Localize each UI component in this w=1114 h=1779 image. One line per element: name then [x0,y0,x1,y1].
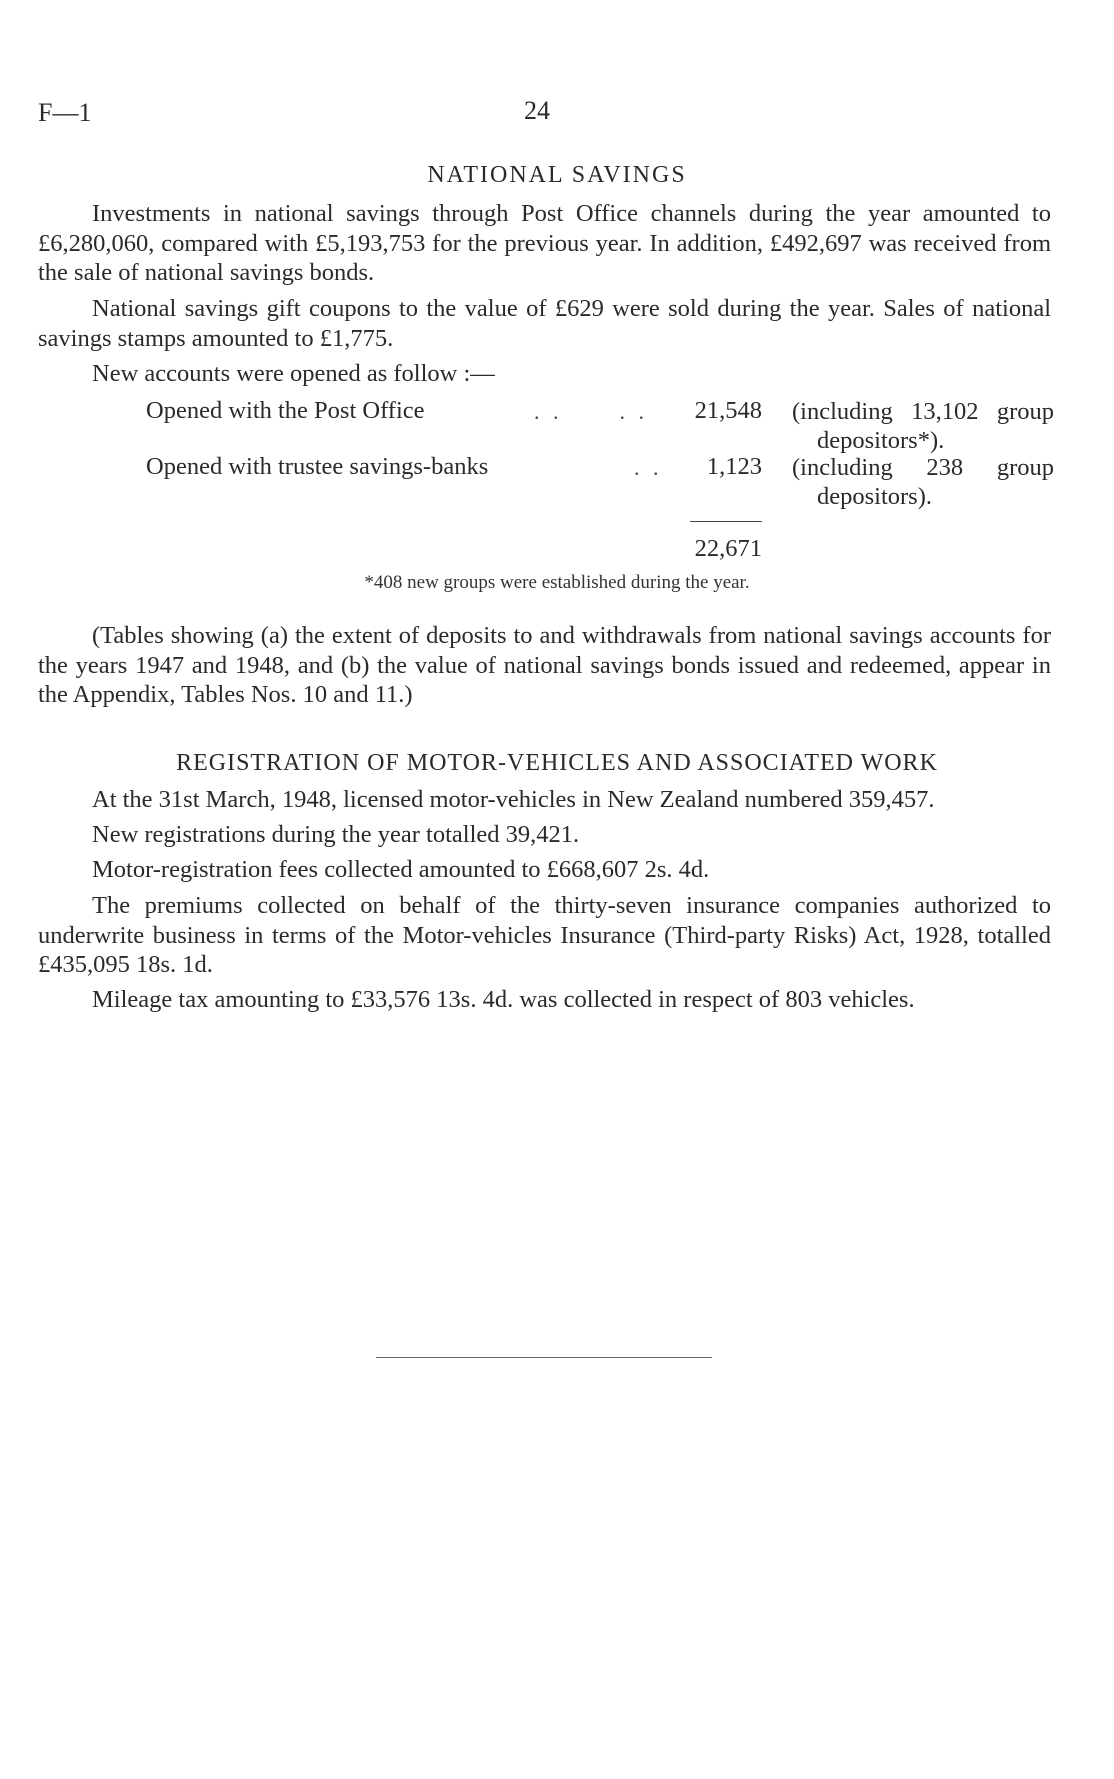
note-line-1: (including 13,102 group [792,398,1054,425]
leader-dots: . . . . [534,399,648,424]
national-savings-para-3 [38,359,1051,389]
end-rule [376,1357,712,1358]
motor-vehicles-heading: REGISTRATION OF MOTOR-VEHICLES AND ASSOCIATED WORK [176,750,938,776]
footnote: *408 new groups were established during the year. [364,572,750,593]
para-text: Investments in national savings through Post Office channels during the year amounted to £6,280,060, compared with £5,193,753 for the previous year. In addition, £492,697 was received from the sale of national savings bonds. [38,200,1051,286]
para-text: Motor-registration fees collected amounted to £668,607 2s. 4d. [92,856,710,883]
row-note [792,453,1054,511]
para-text: At the 31st March, 1948, licensed motor-vehicles in New Zealand numbered 359,457. [92,786,935,813]
row-value: 1,123 [706,453,762,480]
para-text: New accounts were opened as follow :— [92,360,495,387]
national-savings-para-1 [38,199,1051,288]
row-label: Opened with the Post Office [146,397,425,424]
motor-vehicles-para-2 [38,820,1051,850]
para-text: National savings gift coupons to the value of £629 were sold during the year. Sales of national savings stamps amounted to £1,775. [38,295,1051,352]
section-code: F—1 [38,98,92,127]
page-number: 24 [524,96,550,125]
national-savings-para-2 [38,294,1051,353]
motor-vehicles-para-1 [38,785,1051,815]
motor-vehicles-para-5 [38,985,1051,1015]
para-text: (Tables showing (a) the extent of deposits to and withdrawals from national savings accounts for the years 1947 and 1948, and (b) the value of national savings bonds issued and redeemed, appear in the Appendix, Tables Nos. 10 and 11.) [38,622,1051,708]
para-text: New registrations during the year totalled 39,421. [92,821,580,848]
accounts-total: 22,671 [694,535,762,562]
row-note [792,397,1054,455]
para-text: The premiums collected on behalf of the thirty-seven insurance companies authorized to underwrite business in terms of the Motor-vehicles Insurance (Third-party Risks) Act, 1928, totalled £435,095 18s. 1d. [38,892,1051,978]
national-savings-heading: NATIONAL SAVINGS [427,162,687,188]
leader-dots: . . [634,455,663,480]
tables-reference-para [38,621,1051,710]
row-label: Opened with trustee savings-banks [146,453,489,480]
motor-vehicles-para-4 [38,891,1051,980]
para-text: Mileage tax amounting to £33,576 13s. 4d. was collected in respect of 803 vehicles. [92,986,915,1013]
row-value: 21,548 [694,397,762,424]
note-line-2: depositors*). [817,427,945,454]
total-rule [690,521,762,522]
motor-vehicles-para-3 [38,855,1051,885]
note-line-2: depositors). [817,483,932,510]
note-line-1: (including 238 group [792,454,1054,481]
